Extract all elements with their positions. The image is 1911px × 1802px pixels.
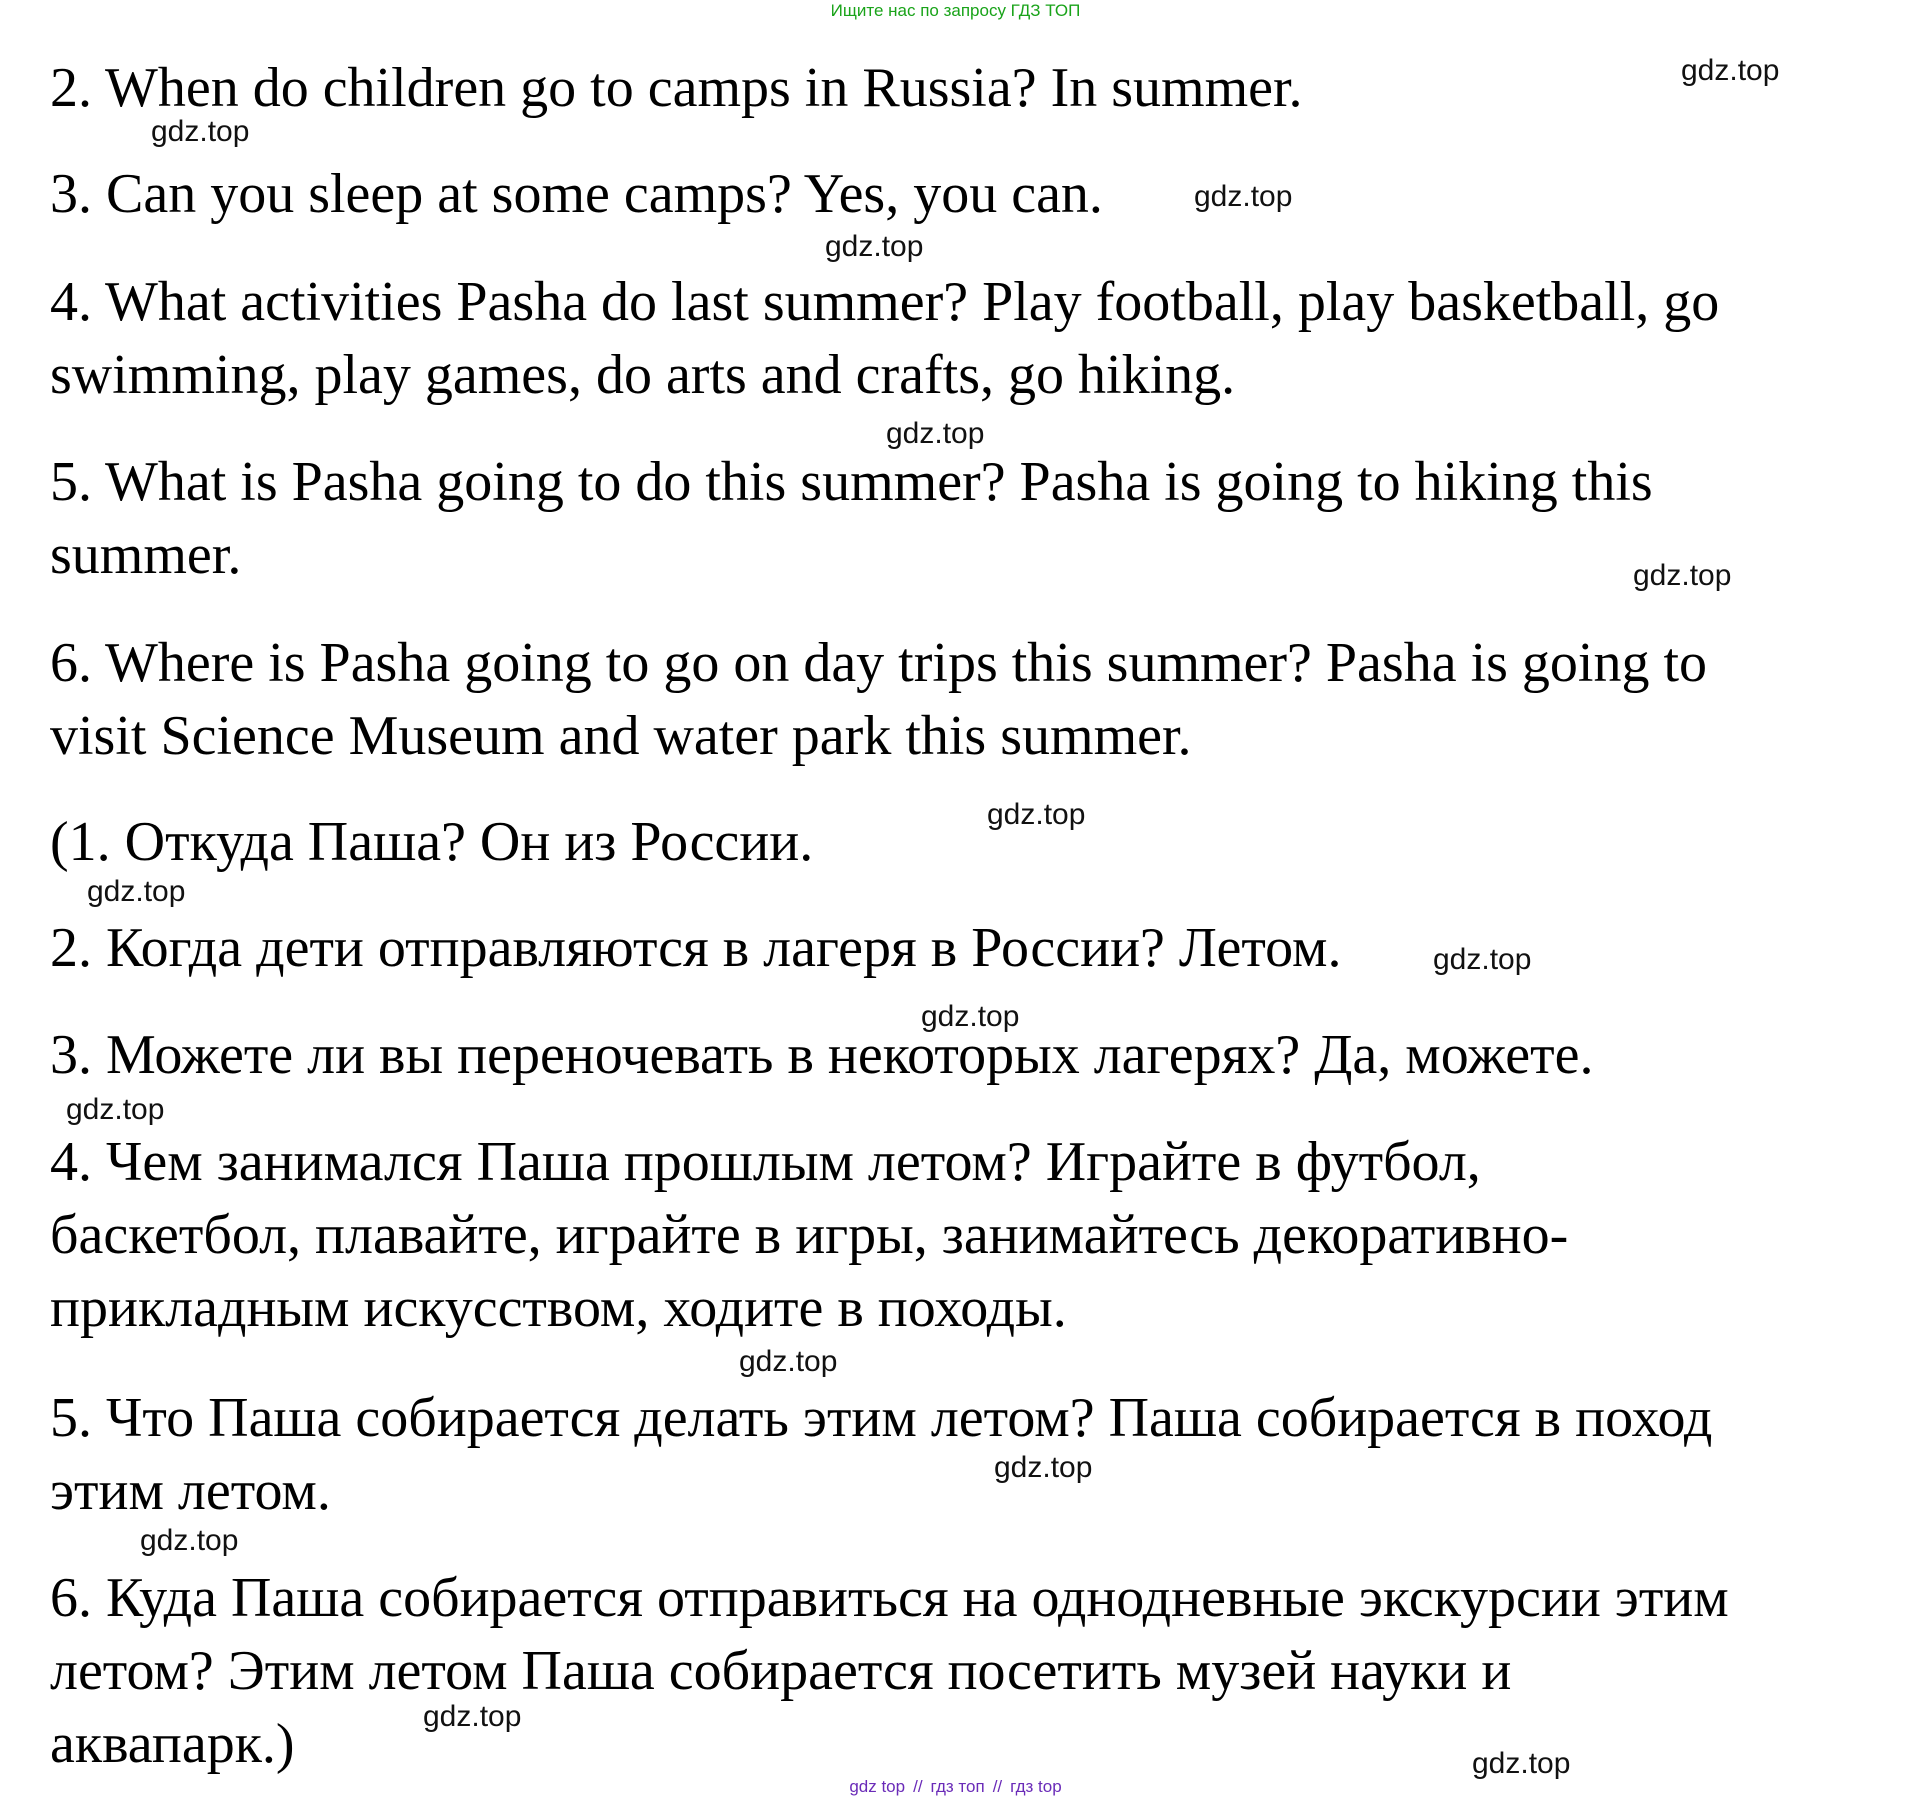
watermark: gdz.top <box>1633 559 1732 592</box>
translation-ru-1: (1. Откуда Паша? Он из России. <box>50 811 814 873</box>
translation-ru-3: 3. Можете ли вы переночевать в некоторых лагерях? Да, можете. <box>50 1024 1594 1086</box>
watermark: gdz.top <box>423 1700 522 1733</box>
footer-link[interactable]: гдз топ <box>930 1777 985 1796</box>
footer-link[interactable]: gdz top <box>849 1777 906 1796</box>
footer-separator: // <box>992 1777 1003 1796</box>
watermark: gdz.top <box>1194 180 1293 213</box>
top-search-banner: Ищите нас по запросу ГДЗ ТОП <box>830 1 1081 20</box>
translation-ru-2: 2. Когда дети отправляются в лагеря в России? Летом. <box>50 917 1342 979</box>
watermark: gdz.top <box>921 1000 1020 1033</box>
translation-ru-4: 4. Чем занимался Паша прошлым летом? Играйте в футбол, баскетбол, плавайте, играйте в игры, занимайтесь декоративно- прикладным искусством, ходите в походы. <box>50 1131 1569 1339</box>
footer-separator: // <box>913 1777 923 1796</box>
answer-en-5: 5. What is Pasha going to do this summer? Pasha is going to hiking this summer. <box>50 451 1653 586</box>
watermark: gdz.top <box>1472 1747 1571 1780</box>
footer-links <box>0 1776 1911 1798</box>
watermark: gdz.top <box>994 1451 1093 1484</box>
watermark: gdz.top <box>151 115 250 148</box>
watermark: gdz.top <box>1681 54 1780 87</box>
watermark: gdz.top <box>1433 943 1532 976</box>
answer-en-2: 2. When do children go to camps in Russia? In summer. <box>50 57 1303 119</box>
watermark: gdz.top <box>739 1345 838 1378</box>
translation-ru-5: 5. Что Паша собирается делать этим летом? Паша собирается в поход этим летом. <box>50 1387 1713 1522</box>
answer-en-4: 4. What activities Pasha do last summer? Play football, play basketball, go swimming, play games, do arts and crafts, go hiking. <box>50 271 1720 406</box>
translation-ru-6: 6. Куда Паша собирается отправиться на однодневные экскурсии этим летом? Этим летом Паша собирается посетить музей науки и аквапарк.) <box>50 1567 1729 1775</box>
watermark: gdz.top <box>140 1524 239 1557</box>
watermark: gdz.top <box>66 1093 165 1126</box>
watermark: gdz.top <box>886 417 985 450</box>
watermark: gdz.top <box>825 230 924 263</box>
watermark: gdz.top <box>987 798 1086 831</box>
answer-en-6: 6. Where is Pasha going to go on day trips this summer? Pasha is going to visit Science Museum and water park this summer. <box>50 632 1708 767</box>
footer-link[interactable]: гдз top <box>1010 1777 1062 1796</box>
watermark: gdz.top <box>87 875 186 908</box>
answer-en-3: 3. Can you sleep at some camps? Yes, you can. <box>50 163 1103 225</box>
